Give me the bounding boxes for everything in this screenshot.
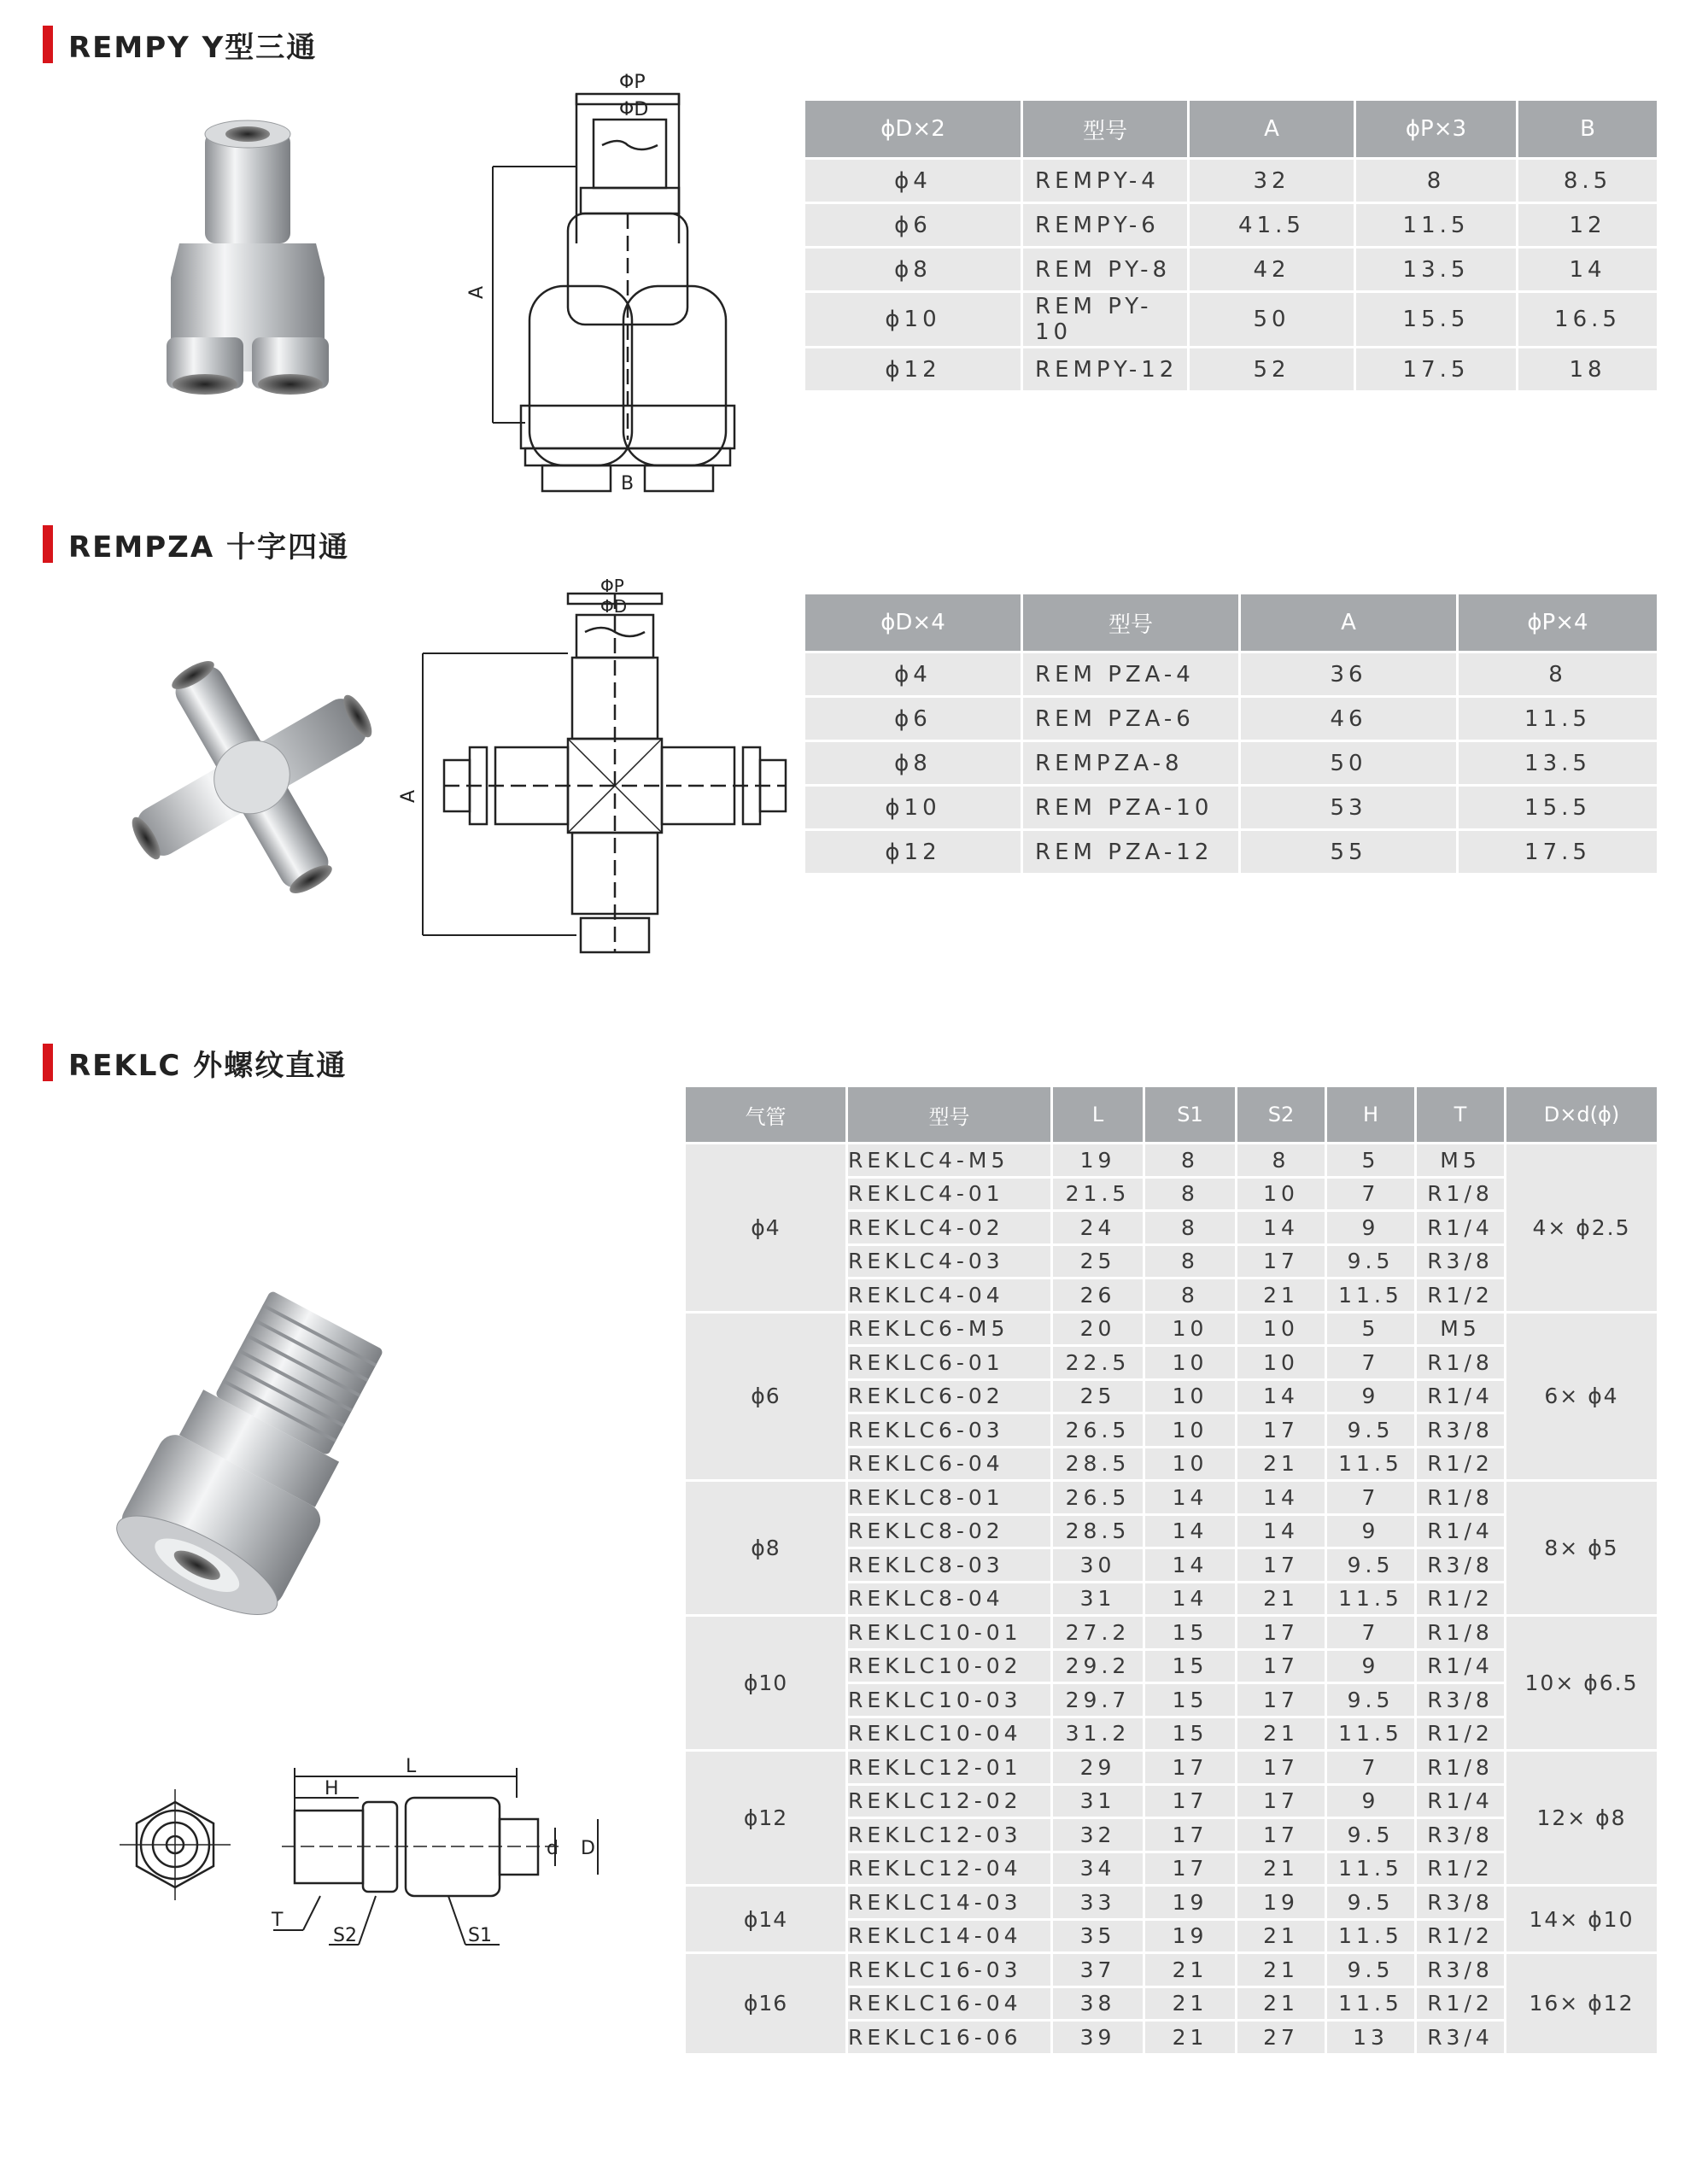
table-row <box>804 203 1658 248</box>
value-cell: 37 <box>1052 1953 1144 1987</box>
value-cell: 17 <box>1237 1413 1326 1448</box>
value-cell: 10 <box>1144 1447 1237 1481</box>
value-cell: 22.5 <box>1052 1346 1144 1380</box>
table-cell: REM PZA-4 <box>1022 652 1240 697</box>
table-cell: ϕ4 <box>804 159 1022 203</box>
value-cell: M5 <box>1416 1144 1506 1178</box>
value-cell: 5 <box>1326 1312 1416 1346</box>
value-cell: 8 <box>1237 1144 1326 1178</box>
dim-h-label: H <box>325 1778 339 1799</box>
model-cell: REKLC10-04 <box>847 1717 1052 1751</box>
table-cell: 11.5 <box>1355 203 1518 248</box>
dim-a-label: A <box>466 285 488 299</box>
table-cell: REMPY-12 <box>1022 348 1189 392</box>
table-cell: REMPY-6 <box>1022 203 1189 248</box>
table-cell: 17.5 <box>1458 830 1658 875</box>
value-cell: 27 <box>1237 2021 1326 2055</box>
model-cell: REKLC10-01 <box>847 1616 1052 1650</box>
col-header: 型号 <box>1022 594 1240 652</box>
value-cell: R1/8 <box>1416 1751 1506 1785</box>
value-cell: 14 <box>1144 1582 1237 1616</box>
value-cell: 21.5 <box>1052 1177 1144 1211</box>
dim-a-label: A <box>398 789 419 803</box>
table-row <box>685 1751 1658 1785</box>
section-marker <box>43 1044 53 1081</box>
cross-fitting-photo <box>111 649 393 905</box>
value-cell: 10 <box>1237 1177 1326 1211</box>
col-header: ϕP×4 <box>1458 594 1658 652</box>
value-cell: R1/8 <box>1416 1346 1506 1380</box>
table-cell: 13.5 <box>1458 741 1658 786</box>
value-cell: 31 <box>1052 1784 1144 1818</box>
table-cell: 55 <box>1240 830 1458 875</box>
table-cell: 50 <box>1189 292 1355 348</box>
model-cell: REKLC8-04 <box>847 1582 1052 1616</box>
model-cell: REKLC6-04 <box>847 1447 1052 1481</box>
value-cell: 21 <box>1237 1447 1326 1481</box>
value-cell: R1/4 <box>1416 1649 1506 1683</box>
table-cell: 18 <box>1518 348 1658 392</box>
section-title-text: REKLC 外螺纹直通 <box>68 1048 348 1083</box>
dim-d-label: ΦD <box>619 99 649 120</box>
value-cell: 14 <box>1144 1514 1237 1548</box>
rempza-spec-table <box>803 592 1659 875</box>
value-cell: 15 <box>1144 1616 1237 1650</box>
value-cell: R3/4 <box>1416 2021 1506 2055</box>
section-title-rempy <box>43 26 317 63</box>
dd-cell: 6× ϕ4 <box>1506 1312 1658 1481</box>
value-cell: 10 <box>1144 1379 1237 1413</box>
dd-cell: 12× ϕ8 <box>1506 1751 1658 1886</box>
dim-d-small-label: d <box>547 1838 559 1859</box>
value-cell: 38 <box>1052 1987 1144 2021</box>
col-header: T <box>1416 1086 1506 1144</box>
value-cell: R1/8 <box>1416 1481 1506 1515</box>
value-cell: 26.5 <box>1052 1413 1144 1448</box>
value-cell: 9.5 <box>1326 1818 1416 1852</box>
value-cell: 32 <box>1052 1818 1144 1852</box>
section-title-reklc <box>43 1044 347 1081</box>
col-header: S2 <box>1237 1086 1326 1144</box>
value-cell: 10 <box>1144 1346 1237 1380</box>
value-cell: 17 <box>1237 1683 1326 1717</box>
value-cell: 30 <box>1052 1548 1144 1583</box>
value-cell: R1/4 <box>1416 1211 1506 1245</box>
dim-d-label: ΦD <box>600 596 628 617</box>
model-cell: REKLC8-03 <box>847 1548 1052 1583</box>
tube-size-cell: ϕ10 <box>685 1616 847 1751</box>
col-header: ϕP×3 <box>1355 100 1518 159</box>
table-cell: 32 <box>1189 159 1355 203</box>
dd-cell: 14× ϕ10 <box>1506 1886 1658 1953</box>
col-header: 型号 <box>847 1086 1052 1144</box>
reklc-spec-table <box>683 1085 1659 2056</box>
value-cell: 9.5 <box>1326 1886 1416 1920</box>
model-cell: REKLC12-02 <box>847 1784 1052 1818</box>
table-cell: 8 <box>1355 159 1518 203</box>
col-header: 型号 <box>1022 100 1189 159</box>
value-cell: R1/2 <box>1416 1447 1506 1481</box>
value-cell: 21 <box>1237 1987 1326 2021</box>
table-cell: REMPY-4 <box>1022 159 1189 203</box>
value-cell: 21 <box>1237 1852 1326 1886</box>
value-cell: R1/4 <box>1416 1784 1506 1818</box>
model-cell: REKLC8-01 <box>847 1481 1052 1515</box>
value-cell: 19 <box>1144 1886 1237 1920</box>
table-cell: 53 <box>1240 786 1458 830</box>
value-cell: 21 <box>1144 2021 1237 2055</box>
value-cell: 7 <box>1326 1481 1416 1515</box>
dim-s2-label: S2 <box>333 1925 357 1946</box>
table-row <box>804 652 1658 697</box>
value-cell: 26.5 <box>1052 1481 1144 1515</box>
value-cell: R3/8 <box>1416 1413 1506 1448</box>
table-cell: ϕ4 <box>804 652 1022 697</box>
cross-fitting-drawing <box>398 576 798 969</box>
value-cell: 13 <box>1326 2021 1416 2055</box>
table-cell: 14 <box>1518 248 1658 292</box>
value-cell: 9 <box>1326 1211 1416 1245</box>
value-cell: R1/2 <box>1416 1717 1506 1751</box>
model-cell: REKLC4-02 <box>847 1211 1052 1245</box>
dd-cell: 10× ϕ6.5 <box>1506 1616 1658 1751</box>
value-cell: 28.5 <box>1052 1447 1144 1481</box>
col-header: B <box>1518 100 1658 159</box>
table-row <box>804 697 1658 741</box>
table-row <box>804 348 1658 392</box>
value-cell: 9 <box>1326 1784 1416 1818</box>
model-cell: REKLC10-02 <box>847 1649 1052 1683</box>
value-cell: 21 <box>1144 1953 1237 1987</box>
tube-size-cell: ϕ14 <box>685 1886 847 1953</box>
dim-l-label: L <box>406 1756 417 1777</box>
model-cell: REKLC12-01 <box>847 1751 1052 1785</box>
value-cell: 7 <box>1326 1751 1416 1785</box>
value-cell: 10 <box>1237 1312 1326 1346</box>
table-cell: ϕ10 <box>804 292 1022 348</box>
table-cell: 52 <box>1189 348 1355 392</box>
value-cell: 17 <box>1144 1818 1237 1852</box>
rempy-spec-table <box>803 98 1659 393</box>
dim-p-label: ΦP <box>619 72 646 93</box>
value-cell: R1/8 <box>1416 1616 1506 1650</box>
table-cell: 12 <box>1518 203 1658 248</box>
value-cell: 8 <box>1144 1177 1237 1211</box>
y-fitting-photo <box>154 115 350 406</box>
value-cell: 17 <box>1237 1616 1326 1650</box>
table-cell: 15.5 <box>1458 786 1658 830</box>
model-cell: REKLC14-03 <box>847 1886 1052 1920</box>
value-cell: 24 <box>1052 1211 1144 1245</box>
table-cell: ϕ8 <box>804 741 1022 786</box>
value-cell: 14 <box>1237 1379 1326 1413</box>
tube-size-cell: ϕ12 <box>685 1751 847 1886</box>
table-row <box>804 248 1658 292</box>
model-cell: REKLC4-01 <box>847 1177 1052 1211</box>
col-header: 气管 <box>685 1086 847 1144</box>
y-fitting-drawing <box>465 72 747 494</box>
model-cell: REKLC14-04 <box>847 1919 1052 1953</box>
value-cell: 11.5 <box>1326 1447 1416 1481</box>
model-cell: REKLC6-M5 <box>847 1312 1052 1346</box>
value-cell: 8 <box>1144 1144 1237 1178</box>
model-cell: REKLC6-02 <box>847 1379 1052 1413</box>
col-header: S1 <box>1144 1086 1237 1144</box>
col-header: ϕD×4 <box>804 594 1022 652</box>
dim-p-label: ΦP <box>600 576 624 596</box>
value-cell: 11.5 <box>1326 1717 1416 1751</box>
table-cell: 50 <box>1240 741 1458 786</box>
value-cell: 31.2 <box>1052 1717 1144 1751</box>
col-header: A <box>1240 594 1458 652</box>
table-row <box>685 1312 1658 1346</box>
value-cell: 7 <box>1326 1177 1416 1211</box>
value-cell: 17 <box>1237 1818 1326 1852</box>
tube-size-cell: ϕ6 <box>685 1312 847 1481</box>
table-cell: ϕ10 <box>804 786 1022 830</box>
value-cell: 14 <box>1144 1548 1237 1583</box>
dim-b-label: B <box>621 473 635 494</box>
model-cell: REKLC6-03 <box>847 1413 1052 1448</box>
value-cell: R3/8 <box>1416 1244 1506 1279</box>
value-cell: 21 <box>1237 1953 1326 1987</box>
value-cell: R1/8 <box>1416 1177 1506 1211</box>
tube-size-cell: ϕ8 <box>685 1481 847 1616</box>
col-header: D×d(ϕ) <box>1506 1086 1658 1144</box>
value-cell: 11.5 <box>1326 1919 1416 1953</box>
value-cell: 19 <box>1237 1886 1326 1920</box>
model-cell: REKLC16-06 <box>847 2021 1052 2055</box>
value-cell: 11.5 <box>1326 1279 1416 1313</box>
table-row <box>685 1481 1658 1515</box>
table-row <box>804 159 1658 203</box>
value-cell: 17 <box>1144 1852 1237 1886</box>
table-cell: 8 <box>1458 652 1658 697</box>
model-cell: REKLC4-03 <box>847 1244 1052 1279</box>
dim-d-big-label: D <box>581 1838 595 1859</box>
table-cell: 13.5 <box>1355 248 1518 292</box>
model-cell: REKLC4-M5 <box>847 1144 1052 1178</box>
col-header: H <box>1326 1086 1416 1144</box>
value-cell: 15 <box>1144 1717 1237 1751</box>
table-row <box>804 292 1658 348</box>
dd-cell: 16× ϕ12 <box>1506 1953 1658 2055</box>
value-cell: 21 <box>1237 1582 1326 1616</box>
value-cell: R3/8 <box>1416 1886 1506 1920</box>
table-cell: REMPZA-8 <box>1022 741 1240 786</box>
value-cell: 14 <box>1237 1211 1326 1245</box>
value-cell: R3/8 <box>1416 1953 1506 1987</box>
model-cell: REKLC12-03 <box>847 1818 1052 1852</box>
value-cell: 17 <box>1144 1784 1237 1818</box>
value-cell: 10 <box>1144 1413 1237 1448</box>
value-cell: R1/2 <box>1416 1919 1506 1953</box>
value-cell: 15 <box>1144 1649 1237 1683</box>
model-cell: REKLC6-01 <box>847 1346 1052 1380</box>
value-cell: 5 <box>1326 1144 1416 1178</box>
model-cell: REKLC8-02 <box>847 1514 1052 1548</box>
value-cell: R3/8 <box>1416 1548 1506 1583</box>
section-marker <box>43 26 53 63</box>
table-cell: 8.5 <box>1518 159 1658 203</box>
value-cell: 9 <box>1326 1379 1416 1413</box>
reklc-table-body <box>685 1144 1658 2055</box>
model-cell: REKLC16-03 <box>847 1953 1052 1987</box>
value-cell: 29.2 <box>1052 1649 1144 1683</box>
straight-fitting-photo <box>98 1290 431 1623</box>
section-marker <box>43 525 53 563</box>
table-cell: 46 <box>1240 697 1458 741</box>
value-cell: 25 <box>1052 1244 1144 1279</box>
table-cell: ϕ6 <box>804 203 1022 248</box>
value-cell: 9.5 <box>1326 1413 1416 1448</box>
table-cell: 42 <box>1189 248 1355 292</box>
value-cell: R3/8 <box>1416 1683 1506 1717</box>
value-cell: 17 <box>1237 1548 1326 1583</box>
value-cell: 10 <box>1237 1346 1326 1380</box>
section-title-rempza <box>43 525 349 563</box>
value-cell: 19 <box>1144 1919 1237 1953</box>
value-cell: R3/8 <box>1416 1818 1506 1852</box>
table-cell: 36 <box>1240 652 1458 697</box>
value-cell: 20 <box>1052 1312 1144 1346</box>
value-cell: 25 <box>1052 1379 1144 1413</box>
table-cell: REM PZA-6 <box>1022 697 1240 741</box>
value-cell: 9.5 <box>1326 1683 1416 1717</box>
value-cell: 21 <box>1237 1279 1326 1313</box>
dim-s1-label: S1 <box>468 1925 492 1946</box>
value-cell: 14 <box>1237 1481 1326 1515</box>
model-cell: REKLC4-04 <box>847 1279 1052 1313</box>
col-header: ϕD×2 <box>804 100 1022 159</box>
table-row <box>685 1953 1658 1987</box>
value-cell: 14 <box>1237 1514 1326 1548</box>
table-row <box>685 1144 1658 1178</box>
value-cell: 39 <box>1052 2021 1144 2055</box>
value-cell: R1/2 <box>1416 1987 1506 2021</box>
model-cell: REKLC16-04 <box>847 1987 1052 2021</box>
value-cell: 10 <box>1144 1312 1237 1346</box>
value-cell: 14 <box>1144 1481 1237 1515</box>
value-cell: R1/4 <box>1416 1514 1506 1548</box>
table-cell: ϕ12 <box>804 348 1022 392</box>
table-cell: 15.5 <box>1355 292 1518 348</box>
value-cell: 9.5 <box>1326 1244 1416 1279</box>
value-cell: 9.5 <box>1326 1548 1416 1583</box>
dim-t-label: T <box>272 1910 284 1931</box>
value-cell: 17 <box>1237 1784 1326 1818</box>
value-cell: 21 <box>1237 1717 1326 1751</box>
value-cell: 33 <box>1052 1886 1144 1920</box>
value-cell: 7 <box>1326 1616 1416 1650</box>
value-cell: 7 <box>1326 1346 1416 1380</box>
table-cell: REM PY-8 <box>1022 248 1189 292</box>
table-row <box>804 830 1658 875</box>
value-cell: 34 <box>1052 1852 1144 1886</box>
value-cell: 11.5 <box>1326 1582 1416 1616</box>
value-cell: 28.5 <box>1052 1514 1144 1548</box>
table-cell: 16.5 <box>1518 292 1658 348</box>
value-cell: 9 <box>1326 1514 1416 1548</box>
dd-cell: 4× ϕ2.5 <box>1506 1144 1658 1313</box>
table-cell: REM PZA-12 <box>1022 830 1240 875</box>
table-cell: ϕ6 <box>804 697 1022 741</box>
value-cell: R1/2 <box>1416 1279 1506 1313</box>
straight-fitting-drawing <box>111 1755 623 2003</box>
table-row <box>804 741 1658 786</box>
value-cell: 26 <box>1052 1279 1144 1313</box>
value-cell: 31 <box>1052 1582 1144 1616</box>
value-cell: 15 <box>1144 1683 1237 1717</box>
value-cell: 29.7 <box>1052 1683 1144 1717</box>
value-cell: 17 <box>1237 1649 1326 1683</box>
model-cell: REKLC10-03 <box>847 1683 1052 1717</box>
table-row <box>804 786 1658 830</box>
value-cell: M5 <box>1416 1312 1506 1346</box>
tube-size-cell: ϕ4 <box>685 1144 847 1313</box>
table-cell: REM PZA-10 <box>1022 786 1240 830</box>
value-cell: 17 <box>1144 1751 1237 1785</box>
model-cell: REKLC12-04 <box>847 1852 1052 1886</box>
table-cell: ϕ8 <box>804 248 1022 292</box>
section-title-text: REMPZA 十字四通 <box>68 530 349 565</box>
value-cell: 19 <box>1052 1144 1144 1178</box>
dd-cell: 8× ϕ5 <box>1506 1481 1658 1616</box>
value-cell: 9.5 <box>1326 1953 1416 1987</box>
value-cell: 17 <box>1237 1751 1326 1785</box>
value-cell: 35 <box>1052 1919 1144 1953</box>
table-cell: ϕ12 <box>804 830 1022 875</box>
value-cell: 8 <box>1144 1244 1237 1279</box>
table-cell: 41.5 <box>1189 203 1355 248</box>
value-cell: 11.5 <box>1326 1852 1416 1886</box>
table-cell: 17.5 <box>1355 348 1518 392</box>
tube-size-cell: ϕ16 <box>685 1953 847 2055</box>
section-title-text: REMPY Y型三通 <box>68 30 318 65</box>
value-cell: 8 <box>1144 1279 1237 1313</box>
table-cell: 11.5 <box>1458 697 1658 741</box>
col-header: L <box>1052 1086 1144 1144</box>
table-row <box>685 1616 1658 1650</box>
value-cell: 21 <box>1237 1919 1326 1953</box>
value-cell: 11.5 <box>1326 1987 1416 2021</box>
value-cell: 17 <box>1237 1244 1326 1279</box>
value-cell: R1/4 <box>1416 1379 1506 1413</box>
value-cell: R1/2 <box>1416 1582 1506 1616</box>
value-cell: 9 <box>1326 1649 1416 1683</box>
col-header: A <box>1189 100 1355 159</box>
value-cell: R1/2 <box>1416 1852 1506 1886</box>
value-cell: 8 <box>1144 1211 1237 1245</box>
value-cell: 21 <box>1144 1987 1237 2021</box>
table-row <box>685 1886 1658 1920</box>
value-cell: 29 <box>1052 1751 1144 1785</box>
table-cell: REM PY-10 <box>1022 292 1189 348</box>
value-cell: 27.2 <box>1052 1616 1144 1650</box>
